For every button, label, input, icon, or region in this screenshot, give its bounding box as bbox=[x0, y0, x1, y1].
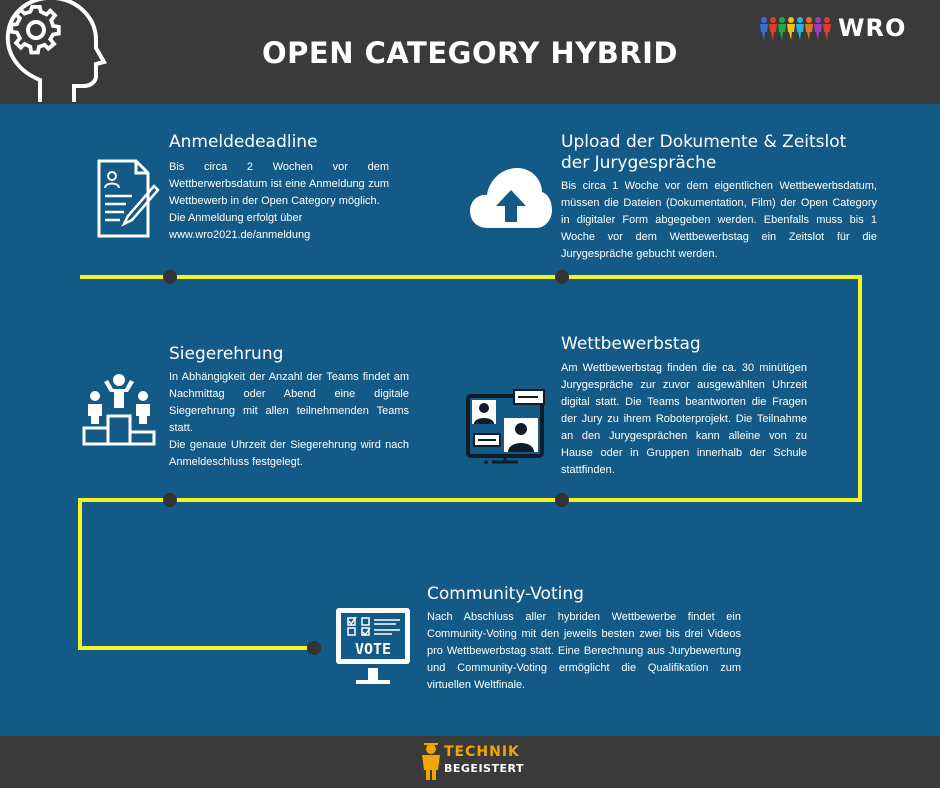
technik-logo-line1: TECHNIK bbox=[444, 744, 520, 760]
wro-people-logo-icon bbox=[760, 16, 838, 42]
timeline-dot-registration bbox=[163, 270, 177, 284]
voting-title: Community-Voting bbox=[427, 584, 584, 604]
technik-begeistert-logo-icon bbox=[420, 742, 442, 782]
cloud-upload-icon bbox=[470, 166, 552, 230]
document-pen-icon bbox=[96, 158, 160, 240]
wro-logo-text: WRO bbox=[838, 14, 907, 42]
page-title: OPEN CATEGORY HYBRID bbox=[261, 36, 678, 70]
upload-text: Bis circa 1 Woche vor dem eigentlichen Wettbewerbsdatum, müssen die Dateien (Dokumentation, Film) der Open Category in digitaler Form abgegeben werden. Ebenfalls muss bis 1 Woche vor dem Wettbewerbstag ein Zeitslot für die Jurygespräche gebucht werden. bbox=[561, 180, 877, 260]
ceremony-description: In Abhängigkeit der Anzahl der Teams findet am Nachmittag oder Abend eine digitale Siegerehrung mit allen teilnehmenden Teams statt. bbox=[169, 371, 409, 434]
timeline-dot-ceremony bbox=[163, 493, 177, 507]
registration-link[interactable]: www.wro2021.de/anmeldung bbox=[169, 229, 311, 241]
vote-monitor-icon bbox=[334, 606, 414, 688]
ceremony-note: Die genaue Uhrzeit der Siegerehrung wird nach Anmeldeschluss festgelegt. bbox=[169, 439, 409, 468]
timeline-panel bbox=[0, 104, 940, 736]
header bbox=[0, 0, 940, 104]
podium-winners-icon bbox=[80, 372, 158, 446]
upload-title-line2: der Jurygespräche bbox=[561, 153, 717, 173]
registration-note: Die Anmeldung erfolgt über bbox=[169, 212, 303, 224]
footer bbox=[0, 736, 940, 788]
upload-title bbox=[561, 132, 881, 174]
technik-logo-line2: BEGEISTERT bbox=[444, 762, 524, 775]
registration-description: Bis circa 2 Wochen vor dem Wettberwerbsdatum ist eine Anmeldung zum Wettbewerb in der Open Category möglich. bbox=[169, 161, 389, 207]
ceremony-text bbox=[169, 369, 409, 471]
registration-text bbox=[169, 159, 389, 244]
upload-title-line1: Upload der Dokumente & Zeitslot bbox=[561, 132, 847, 152]
ceremony-title: Siegerehrung bbox=[169, 344, 284, 364]
timeline-dot-upload bbox=[555, 270, 569, 284]
competition-title: Wettbewerbstag bbox=[561, 334, 701, 354]
registration-title: Anmeldedeadline bbox=[169, 132, 318, 152]
voting-text: Nach Abschluss aller hybriden Wettbewerbe findet ein Community-Voting mit den jeweils besten zwei bis drei Videos pro Wettbewerbstag statt. Eine Berechnung aus Jurybewertung und Community-Voting ermöglicht die Qualifikation zum virtuellen Weltfinale. bbox=[427, 611, 741, 691]
video-conference-icon bbox=[464, 388, 552, 472]
competition-text: Am Wettbewerbstag finden die ca. 30 minütigen Jurygespräche zur zuvor ausgewählten Uhrzeit digital statt. Die Teams beantworten die Fragen der Jury zu ihrem Roboterprojekt. Die Teilnahme an den Jurygesprächen kann alleine von zu Hause oder in Gruppen innerhalb der Schule stattfinden. bbox=[561, 362, 807, 476]
timeline-dot-competition bbox=[555, 493, 569, 507]
vote-label: VOTE bbox=[354, 640, 392, 658]
timeline-dot-voting bbox=[307, 641, 321, 655]
